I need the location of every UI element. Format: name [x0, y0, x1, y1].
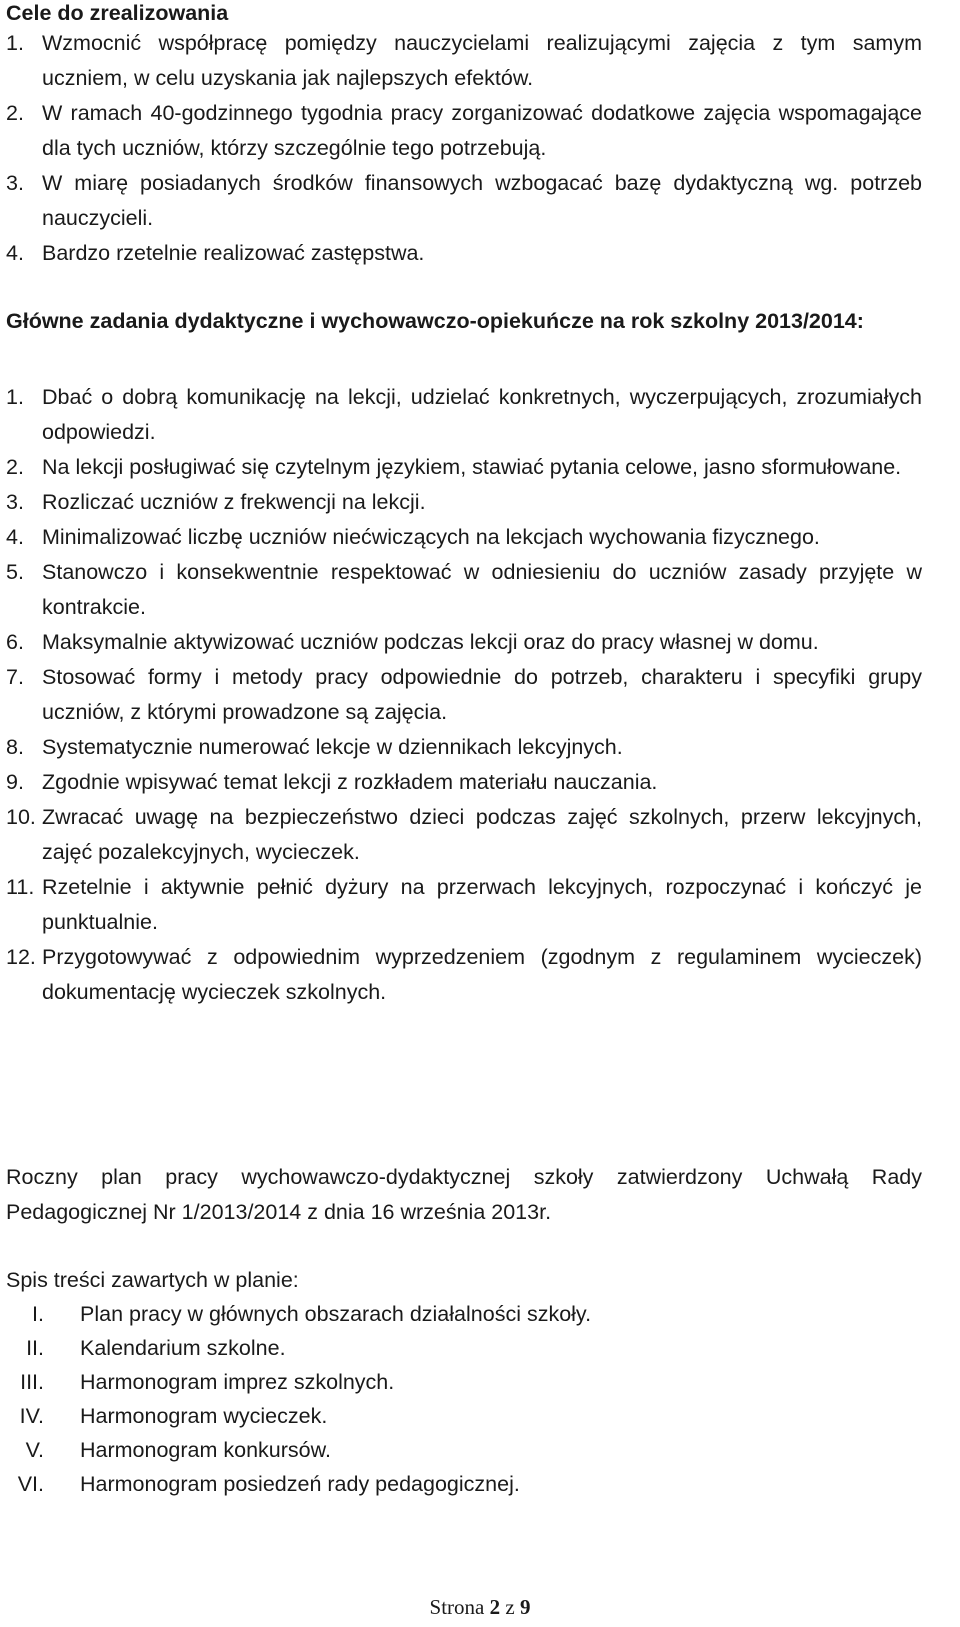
list-item: [6, 1467, 922, 1501]
list-item: [6, 450, 922, 485]
list-item-text: Systematycznie numerować lekcje w dziennikach lekcyjnych.: [42, 735, 623, 759]
list-item-text: Przygotowywać z odpowiednim wyprzedzeniem (zgodnym z regulaminem wycieczek) dokumentację wycieczek szkolnych.: [42, 945, 922, 1004]
list-item-number: II.: [26, 1336, 44, 1360]
list-item-text: Rozliczać uczniów z frekwencji na lekcji.: [42, 490, 426, 514]
list-item: [6, 236, 922, 271]
list-item: [6, 625, 922, 660]
list-item: [6, 166, 922, 236]
list-item-number: 5.: [6, 560, 24, 584]
list-item-text: Wzmocnić współpracę pomiędzy nauczycielami realizującymi zajęcia z tym samym uczniem, w celu uzyskania jak najlepszych efektów.: [42, 31, 922, 90]
list-item-text: Stanowczo i konsekwentnie respektować w odniesieniu do uczniów zasady przyjęte w kontrakcie.: [42, 560, 922, 619]
list-item: [6, 800, 922, 870]
list-item-text: W miarę posiadanych środków finansowych wzbogacać bazę dydaktyczną wg. potrzeb nauczycieli.: [42, 171, 922, 230]
list-item-text: Zgodnie wpisywać temat lekcji z rozkładem materiału nauczania.: [42, 770, 658, 794]
tasks-heading: Główne zadania dydaktyczne i wychowawczo-opiekuńcze na rok szkolny 2013/2014:: [6, 309, 864, 333]
list-item-number: 3.: [6, 171, 24, 195]
list-item: [6, 1331, 922, 1365]
list-item: [6, 660, 922, 730]
list-item-text: Na lekcji posługiwać się czytelnym językiem, stawiać pytania celowe, jasno sformułowane.: [42, 455, 902, 479]
list-item: [6, 940, 922, 1010]
list-item-number: 10.: [6, 805, 36, 829]
list-item-text: Rzetelnie i aktywnie pełnić dyżury na przerwach lekcyjnych, rozpoczynać i kończyć je punktualnie.: [42, 875, 922, 934]
list-item-text: Minimalizować liczbę uczniów niećwiczących na lekcjach wychowania fizycznego.: [42, 525, 820, 549]
list-item-text: Kalendarium szkolne.: [80, 1336, 286, 1360]
list-item: [6, 555, 922, 625]
list-item-text: Plan pracy w głównych obszarach działalności szkoły.: [80, 1302, 592, 1326]
list-item-number: 4.: [6, 241, 24, 265]
footer-total-pages: 9: [519, 1595, 531, 1619]
list-item-number: 3.: [6, 490, 24, 514]
list-item-text: Harmonogram posiedzeń rady pedagogicznej.: [80, 1472, 520, 1496]
list-item-number: 7.: [6, 665, 24, 689]
list-item-number: 6.: [6, 630, 24, 654]
list-item-text: Stosować formy i metody pracy odpowiednie do potrzeb, charakteru i specyfiki grupy uczniów, z którymi prowadzone są zajęcia.: [42, 665, 922, 724]
list-item: [6, 520, 922, 555]
list-item: [6, 765, 922, 800]
list-item-text: Zwracać uwagę na bezpieczeństwo dzieci podczas zajęć szkolnych, przerw lekcyjnych, zajęć pozalekcyjnych, wycieczek.: [42, 805, 922, 864]
list-item: [6, 96, 922, 166]
toc-heading: Spis treści zawartych w planie:: [6, 1268, 299, 1292]
tasks-list: [6, 380, 922, 1010]
list-item: [6, 485, 922, 520]
list-item-number: 12.: [6, 945, 36, 969]
footer-separator: z: [505, 1595, 515, 1619]
list-item: [6, 1297, 922, 1331]
list-item-text: Bardzo rzetelnie realizować zastępstwa.: [42, 241, 425, 265]
list-item-text: Dbać o dobrą komunikację na lekcji, udzielać konkretnych, wyczerpujących, zrozumiałych odpowiedzi.: [42, 385, 922, 444]
approval-paragraph: Roczny plan pracy wychowawczo-dydaktycznej szkoły zatwierdzony Uchwałą Rady Pedagogicznej Nr 1/2013/2014 z dnia 16 września 2013r.: [6, 1165, 922, 1224]
list-item-number: I.: [32, 1302, 44, 1326]
toc-list: [6, 1297, 922, 1501]
list-item: [6, 1433, 922, 1467]
list-item-number: 2.: [6, 455, 24, 479]
list-item: [6, 730, 922, 765]
list-item-number: 9.: [6, 770, 24, 794]
list-item: [6, 1365, 922, 1399]
list-item-number: III.: [20, 1370, 44, 1394]
list-item-text: Maksymalnie aktywizować uczniów podczas lekcji oraz do pracy własnej w domu.: [42, 630, 819, 654]
list-item-number: 2.: [6, 101, 24, 125]
list-item-number: 1.: [6, 31, 24, 55]
footer-page-number: 2: [489, 1595, 501, 1619]
goals-list: [6, 26, 922, 271]
list-item-number: VI.: [17, 1472, 44, 1496]
list-item: [6, 870, 922, 940]
footer-label: Strona: [429, 1595, 485, 1619]
list-item-text: Harmonogram imprez szkolnych.: [80, 1370, 395, 1394]
list-item: [6, 26, 922, 96]
list-item-number: 11.: [6, 875, 35, 899]
list-item-number: 8.: [6, 735, 24, 759]
list-item-text: W ramach 40-godzinnego tygodnia pracy zorganizować dodatkowe zajęcia wspomagające dla tych uczniów, którzy szczególnie tego potrzebują.: [42, 101, 922, 160]
list-item-text: Harmonogram konkursów.: [80, 1438, 331, 1462]
list-item-text: Harmonogram wycieczek.: [80, 1404, 328, 1428]
list-item-number: 1.: [6, 385, 24, 409]
list-item: [6, 380, 922, 450]
goals-heading: Cele do zrealizowania: [6, 1, 229, 25]
page-footer: [0, 1595, 960, 1620]
list-item-number: V.: [25, 1438, 44, 1462]
list-item-number: IV.: [19, 1404, 44, 1428]
list-item-number: 4.: [6, 525, 24, 549]
list-item: [6, 1399, 922, 1433]
